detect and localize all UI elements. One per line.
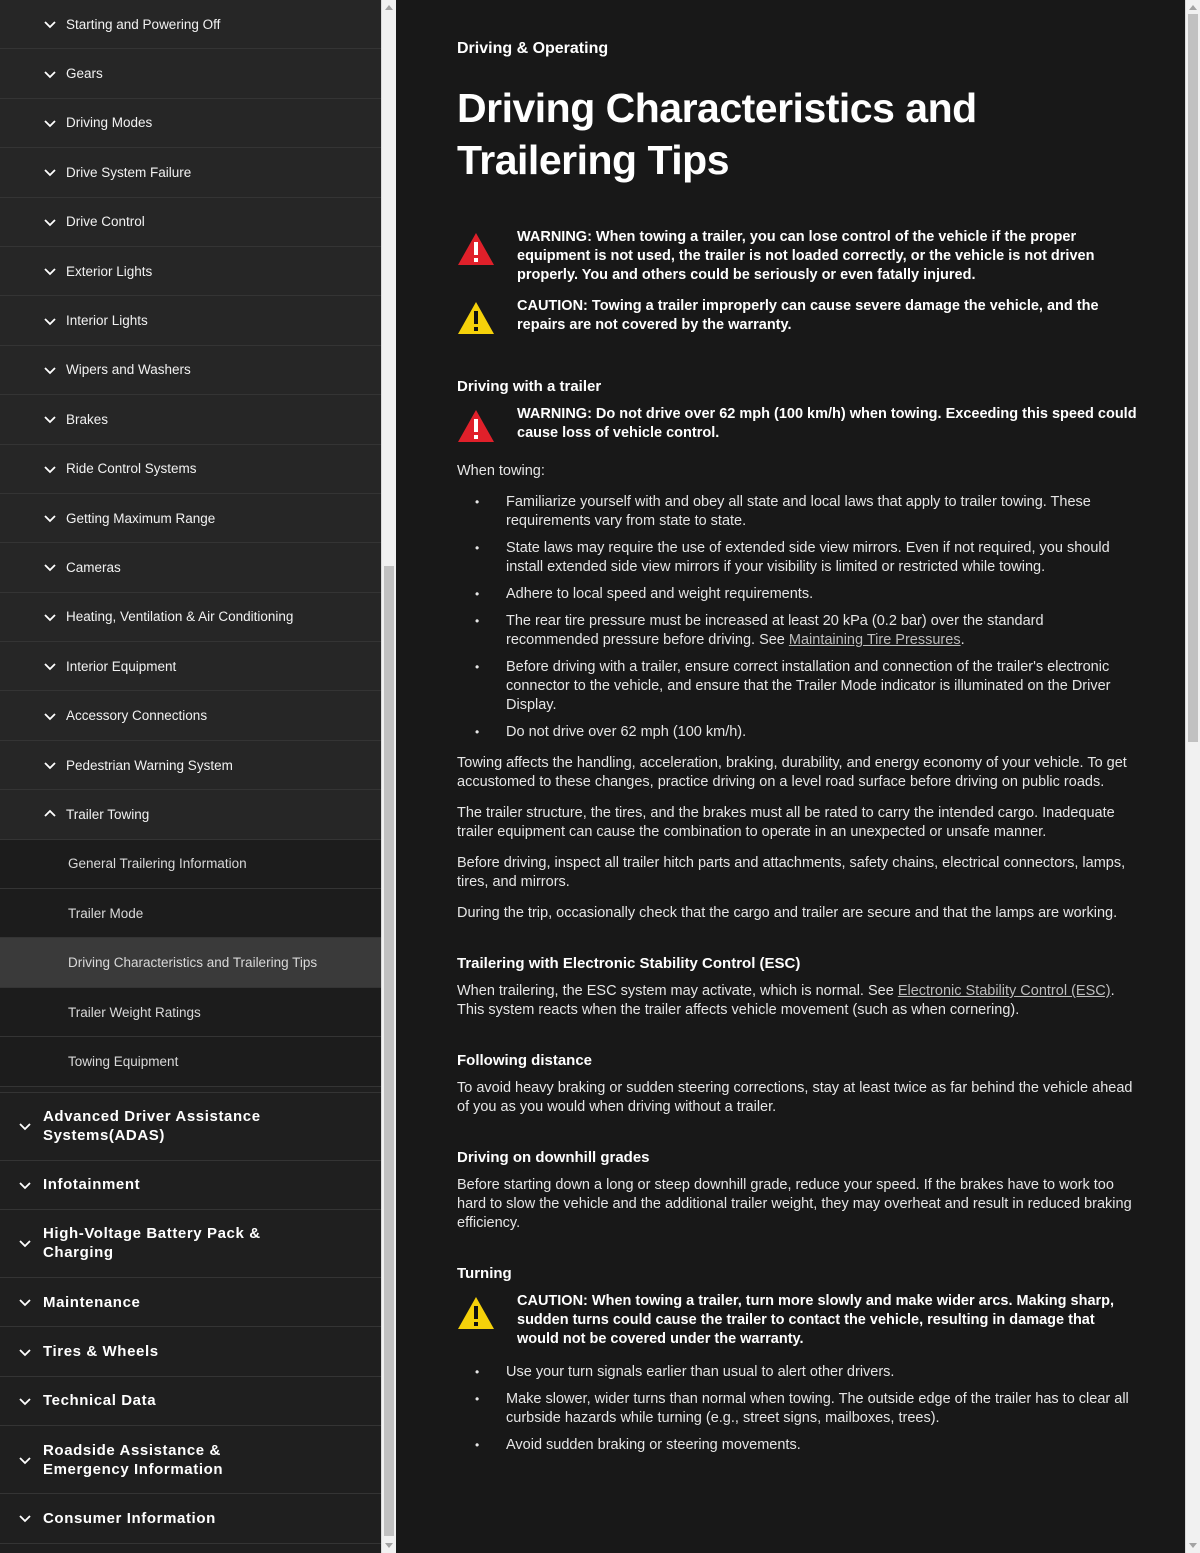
caution-triangle-icon bbox=[457, 1296, 495, 1330]
towing-bullet-list bbox=[457, 493, 1137, 742]
paragraph: Towing affects the handling, acceleration, braking, durability, and energy economy of your vehicle. To get accustomed to these changes, practice driving on a level road surface before driving on public roads. bbox=[457, 755, 1127, 790]
sidebar-item-wipers-and-washers[interactable] bbox=[0, 346, 381, 395]
esc-link[interactable]: Electronic Stability Control (ESC) bbox=[897, 983, 1111, 999]
sidebar-section-label: Infotainment bbox=[43, 1176, 141, 1194]
scroll-up-arrow-icon[interactable] bbox=[1189, 5, 1197, 10]
sidebar-nav bbox=[0, 0, 381, 1553]
chevron-down-icon bbox=[43, 165, 57, 179]
sidebar-item-trailer-towing[interactable] bbox=[0, 790, 381, 839]
sidebar-subitem-label: Driving Characteristics and Trailering Tips bbox=[68, 955, 318, 971]
chevron-down-icon bbox=[43, 709, 57, 723]
top-level-list bbox=[0, 1093, 381, 1544]
list-item: • Familiarize yourself with and obey all state and local laws that apply to trailer towing. These requirements vary from state to state. bbox=[457, 493, 1137, 531]
chevron-down-icon bbox=[43, 758, 57, 772]
caution-triangle-icon bbox=[457, 301, 495, 335]
sidebar-section-label: Advanced Driver Assistance Systems(ADAS) bbox=[43, 1108, 261, 1145]
sidebar-subitem-label: Towing Equipment bbox=[68, 1053, 179, 1069]
sidebar-item-label: Trailer Towing bbox=[66, 806, 150, 822]
chevron-down-icon bbox=[18, 1178, 32, 1192]
scroll-down-arrow-icon[interactable] bbox=[1189, 1543, 1197, 1548]
article bbox=[457, 40, 1137, 1467]
list-item-text: . bbox=[960, 632, 965, 648]
sidebar-item-interior-equipment[interactable] bbox=[0, 642, 381, 691]
list-item: • Do not drive over 62 mph (100 km/h). bbox=[457, 723, 1137, 742]
breadcrumb[interactable]: Driving & Operating bbox=[457, 40, 609, 57]
sidebar-item-gears[interactable] bbox=[0, 49, 381, 98]
sidebar-subitem-towing-equipment[interactable] bbox=[0, 1037, 381, 1086]
sidebar-section-consumer-information[interactable] bbox=[0, 1494, 381, 1543]
sidebar-item-getting-maximum-range[interactable] bbox=[0, 494, 381, 543]
warning-alert bbox=[457, 228, 1137, 285]
warning-triangle-icon bbox=[457, 232, 495, 266]
sidebar-scrollbar[interactable] bbox=[381, 0, 396, 1553]
sidebar-item-label: Heating, Ventilation & Air Conditioning bbox=[66, 609, 294, 625]
chevron-down-icon bbox=[43, 659, 57, 673]
sidebar-subitem-label: Trailer Weight Ratings bbox=[68, 1004, 201, 1020]
speed-warning-alert bbox=[457, 405, 1137, 448]
paragraph: Before driving, inspect all trailer hitch parts and attachments, safety chains, electrical connectors, lamps, tires, and mirrors. bbox=[457, 855, 1126, 890]
chevron-down-icon bbox=[18, 1345, 32, 1359]
sidebar-subitem-label: General Trailering Information bbox=[68, 856, 247, 872]
chevron-down-icon bbox=[43, 462, 57, 476]
sidebar-item-label: Pedestrian Warning System bbox=[66, 757, 233, 773]
section-heading-esc: Trailering with Electronic Stability Control (ESC) bbox=[457, 955, 801, 972]
paragraph-text: . This system reacts when the trailer affects vehicle movement (such as when cornering). bbox=[457, 983, 1115, 1018]
chevron-down-icon bbox=[43, 412, 57, 426]
sidebar-item-label: Interior Equipment bbox=[66, 658, 177, 674]
caution-text: CAUTION: When towing a trailer, turn more slowly and make wider arcs. Making sharp, sudden turns could cause the trailer to contact the vehicle, resulting in damage that would not be covered under the warranty. bbox=[517, 1293, 1115, 1347]
sidebar-item-brakes[interactable] bbox=[0, 395, 381, 444]
sidebar-item-drive-control[interactable] bbox=[0, 198, 381, 247]
chevron-down-icon bbox=[18, 1236, 32, 1250]
sidebar-item-label: Brakes bbox=[66, 411, 109, 427]
chevron-down-icon bbox=[43, 511, 57, 525]
sidebar-item-drive-system-failure[interactable] bbox=[0, 148, 381, 197]
sidebar-scroll-thumb[interactable] bbox=[384, 566, 394, 1536]
sidebar-subitem-trailer-mode[interactable] bbox=[0, 889, 381, 938]
paragraph: To avoid heavy braking or sudden steering corrections, stay at least twice as far behind the vehicle ahead of you as you would when driving without a trailer. bbox=[457, 1080, 1133, 1115]
chevron-down-icon bbox=[43, 215, 57, 229]
sidebar-section-technical-data[interactable] bbox=[0, 1377, 381, 1426]
sidebar-section-label: Consumer Information bbox=[43, 1509, 216, 1527]
sidebar-item-driving-modes[interactable] bbox=[0, 99, 381, 148]
chevron-down-icon bbox=[43, 560, 57, 574]
sidebar-section-infotainment[interactable] bbox=[0, 1161, 381, 1210]
main-scrollbar[interactable] bbox=[1185, 0, 1200, 1553]
section-heading-driving-with-trailer: Driving with a trailer bbox=[457, 378, 602, 395]
chevron-up-icon bbox=[43, 807, 57, 821]
sidebar-item-accessory-connections[interactable] bbox=[0, 691, 381, 740]
turning-bullet-list bbox=[457, 1363, 1137, 1455]
list-item-text: The rear tire pressure must be increased at least 20 kPa (0.2 bar) over the standard recommended pressure before driving. See bbox=[506, 613, 1044, 648]
sidebar-section-advanced-driver-assistance-systems-adas[interactable] bbox=[0, 1093, 381, 1161]
sidebar-item-label: Gears bbox=[66, 66, 103, 82]
paragraph-text: When trailering, the ESC system may activate, which is normal. See bbox=[457, 983, 898, 999]
list-item bbox=[457, 612, 1137, 650]
paragraph: The trailer structure, the tires, and the brakes must all be rated to carry the intended cargo. Inadequate trailer equipment can cause the combination to operate in an unexpected or unsafe manner. bbox=[457, 805, 1115, 840]
list-item: • Adhere to local speed and weight requirements. bbox=[457, 585, 1137, 604]
sidebar-item-cameras[interactable] bbox=[0, 543, 381, 592]
trailer-towing-children bbox=[0, 840, 381, 1087]
sidebar-item-label: Starting and Powering Off bbox=[66, 16, 221, 32]
chevron-down-icon bbox=[18, 1394, 32, 1408]
sidebar-section-label: Tires & Wheels bbox=[43, 1343, 159, 1361]
scroll-up-arrow-icon[interactable] bbox=[385, 5, 393, 10]
chevron-down-icon bbox=[43, 17, 57, 31]
warning-text: WARNING: Do not drive over 62 mph (100 km/h) when towing. Exceeding this speed could cause loss of vehicle control. bbox=[517, 406, 1137, 441]
chevron-down-icon bbox=[43, 67, 57, 81]
list-item: • Avoid sudden braking or steering movements. bbox=[457, 1436, 1137, 1455]
main-scroll-thumb[interactable] bbox=[1188, 14, 1198, 742]
section-heading-downhill: Driving on downhill grades bbox=[457, 1149, 650, 1166]
sidebar-section-high-voltage-battery-pack-charging[interactable] bbox=[0, 1210, 381, 1278]
sidebar-section-label: High-Voltage Battery Pack & Charging bbox=[43, 1225, 261, 1262]
sidebar-item-label: Ride Control Systems bbox=[66, 461, 197, 477]
sidebar-item-interior-lights[interactable] bbox=[0, 296, 381, 345]
chevron-down-icon bbox=[43, 264, 57, 278]
sidebar-item-label: Driving Modes bbox=[66, 115, 153, 131]
sidebar-section-label: Roadside Assistance & Emergency Information bbox=[43, 1441, 224, 1478]
sidebar-item-label: Cameras bbox=[66, 559, 121, 575]
sidebar-item-label: Exterior Lights bbox=[66, 263, 153, 279]
sidebar-item-label: Drive Control bbox=[66, 214, 145, 230]
sub-item-list bbox=[0, 0, 381, 840]
section-heading-following-distance: Following distance bbox=[457, 1052, 593, 1069]
list-item: • Before driving with a trailer, ensure correct installation and connection of the trailer's electronic connector to the vehicle, and ensure that the Trailer Mode indicator is illuminated on the Driver Display. bbox=[457, 658, 1137, 715]
page-title: Driving Characteristics and Trailering Tips bbox=[457, 85, 977, 183]
sidebar-item-label: Interior Lights bbox=[66, 313, 148, 329]
paragraph bbox=[457, 982, 1137, 1020]
caution-text: CAUTION: Towing a trailer improperly can cause severe damage the vehicle, and the repairs are not covered by the warranty. bbox=[517, 298, 1099, 333]
sidebar-subitem-general-trailering-information[interactable] bbox=[0, 840, 381, 889]
chevron-down-icon bbox=[43, 610, 57, 624]
caution-alert bbox=[457, 297, 1137, 340]
list-item: • Use your turn signals earlier than usual to alert other drivers. bbox=[457, 1363, 1137, 1382]
sidebar-subitem-driving-characteristics-and-trailering-tips[interactable] bbox=[0, 938, 381, 987]
lead-text: When towing: bbox=[457, 463, 545, 479]
chevron-down-icon bbox=[43, 116, 57, 130]
chevron-down-icon bbox=[43, 314, 57, 328]
scroll-down-arrow-icon[interactable] bbox=[385, 1543, 393, 1548]
sidebar-item-heating-ventilation-air-conditioning[interactable] bbox=[0, 593, 381, 642]
chevron-down-icon bbox=[18, 1453, 32, 1467]
sidebar-section-maintenance[interactable] bbox=[0, 1278, 381, 1327]
chevron-down-icon bbox=[18, 1295, 32, 1309]
sidebar-item-pedestrian-warning-system[interactable] bbox=[0, 741, 381, 790]
paragraph: Before starting down a long or steep downhill grade, reduce your speed. If the brakes have to work too hard to slow the vehicle and the additional trailer weight, they may overheat and result in reduced braking efficiency. bbox=[457, 1177, 1132, 1231]
sidebar-subitem-label: Trailer Mode bbox=[68, 905, 144, 921]
sidebar-item-label: Accessory Connections bbox=[66, 708, 208, 724]
maintaining-tire-pressures-link[interactable]: Maintaining Tire Pressures bbox=[788, 632, 961, 648]
sidebar-item-ride-control-systems[interactable] bbox=[0, 445, 381, 494]
section-heading-turning: Turning bbox=[457, 1265, 512, 1282]
sidebar-section-label: Maintenance bbox=[43, 1293, 141, 1311]
sidebar-section-roadside-assistance-emergency-information[interactable] bbox=[0, 1426, 381, 1494]
warning-text: WARNING: When towing a trailer, you can lose control of the vehicle if the proper equipment is not used, the trailer is not loaded correctly, or the vehicle is not driven properly. You and others could be seriously or even fatally injured. bbox=[517, 229, 1095, 283]
sidebar-section-tires-wheels[interactable] bbox=[0, 1327, 381, 1376]
list-item: • Make slower, wider turns than normal when towing. The outside edge of the trailer has to clear all curbside hazards while turning (e.g., street signs, mailboxes, trees). bbox=[457, 1390, 1137, 1428]
sidebar-item-label: Drive System Failure bbox=[66, 164, 192, 180]
sidebar-item-label: Wipers and Washers bbox=[66, 362, 191, 378]
sidebar-item-label: Getting Maximum Range bbox=[66, 510, 216, 526]
main-content bbox=[396, 0, 1185, 1553]
turning-caution-alert bbox=[457, 1292, 1137, 1349]
sidebar-subitem-trailer-weight-ratings[interactable] bbox=[0, 988, 381, 1037]
chevron-down-icon bbox=[43, 363, 57, 377]
chevron-down-icon bbox=[18, 1119, 32, 1133]
sidebar-section-label: Technical Data bbox=[43, 1392, 157, 1410]
sidebar-item-exterior-lights[interactable] bbox=[0, 247, 381, 296]
warning-triangle-icon bbox=[457, 409, 495, 443]
paragraph: During the trip, occasionally check that the cargo and trailer are secure and that the lamps are working. bbox=[457, 905, 1118, 921]
chevron-down-icon bbox=[18, 1511, 32, 1525]
sidebar-item-starting-and-powering-off[interactable] bbox=[0, 0, 381, 49]
list-item: • State laws may require the use of extended side view mirrors. Even if not required, you should install extended side view mirrors if your visibility is limited or restricted while towing. bbox=[457, 539, 1137, 577]
